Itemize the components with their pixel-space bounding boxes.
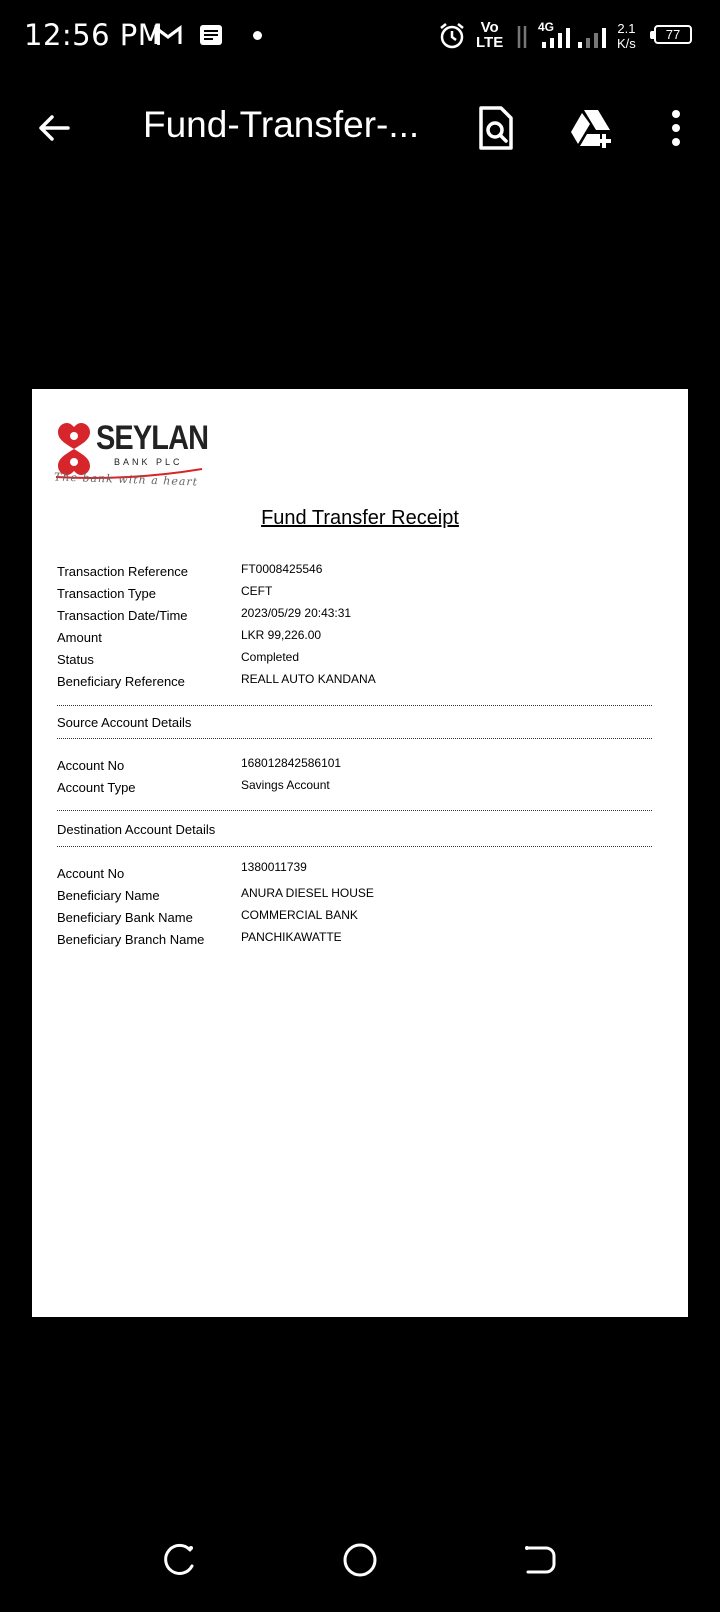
divider: [57, 846, 652, 847]
alarm-icon: [438, 22, 466, 50]
bank-name: SEYLAN: [96, 419, 209, 457]
home-icon[interactable]: [340, 1540, 380, 1580]
find-in-document-icon[interactable]: [471, 104, 519, 152]
document-page: SEYLAN BANK PLC The bank with a heart Fund Transfer Receipt Transaction Reference FT0008425546 Transaction Type CEFT Transaction Date/Time 2023/05/29 20:43:31 Amount LKR 99,226.00 Status Completed Beneficiary Reference REALL AUTO KANDANA Source Account Details Account No 168012842586101 Account Type Savings Account Destination Account Details Account No 1380011739 Beneficiary Name ANURA DIESEL HOUSE Beneficiary Bank Name COMMERCIAL BANK Beneficiary Branch Name PANCHIKAWATTE: [32, 389, 688, 1317]
status-bar: [0, 0, 720, 72]
signal-icon-1: [542, 28, 572, 48]
bank-tagline: The bank with a heart: [53, 470, 199, 489]
back-nav-icon[interactable]: [520, 1540, 560, 1580]
data-arrows-icon: [514, 24, 530, 50]
document-title: Fund-Transfer-...: [143, 104, 420, 145]
divider: [57, 705, 652, 706]
gmail-icon: [154, 24, 182, 46]
volte-indicator: Vo LTE: [476, 19, 504, 51]
bank-subtitle: BANK PLC: [114, 457, 183, 467]
message-icon: [199, 24, 223, 46]
signal-icon-2: [578, 28, 608, 48]
divider: [57, 810, 652, 811]
seylan-logo: [54, 411, 214, 491]
notification-dot: [253, 31, 262, 40]
add-to-drive-icon[interactable]: [568, 104, 616, 152]
network-speed: 2.1 K/s: [617, 21, 636, 51]
receipt-title: Fund Transfer Receipt: [261, 507, 459, 529]
recent-apps-icon[interactable]: [160, 1540, 200, 1580]
back-arrow-icon[interactable]: [34, 108, 74, 148]
more-options-icon[interactable]: [652, 104, 700, 152]
status-time: 12:56 PM: [24, 18, 164, 52]
destination-section-heading: Destination Account Details: [57, 822, 216, 837]
app-bar: [0, 88, 720, 168]
network-type: 4G: [538, 20, 555, 34]
divider: [57, 738, 652, 739]
battery-level: 77: [654, 25, 692, 44]
source-section-heading: Source Account Details: [57, 715, 192, 730]
